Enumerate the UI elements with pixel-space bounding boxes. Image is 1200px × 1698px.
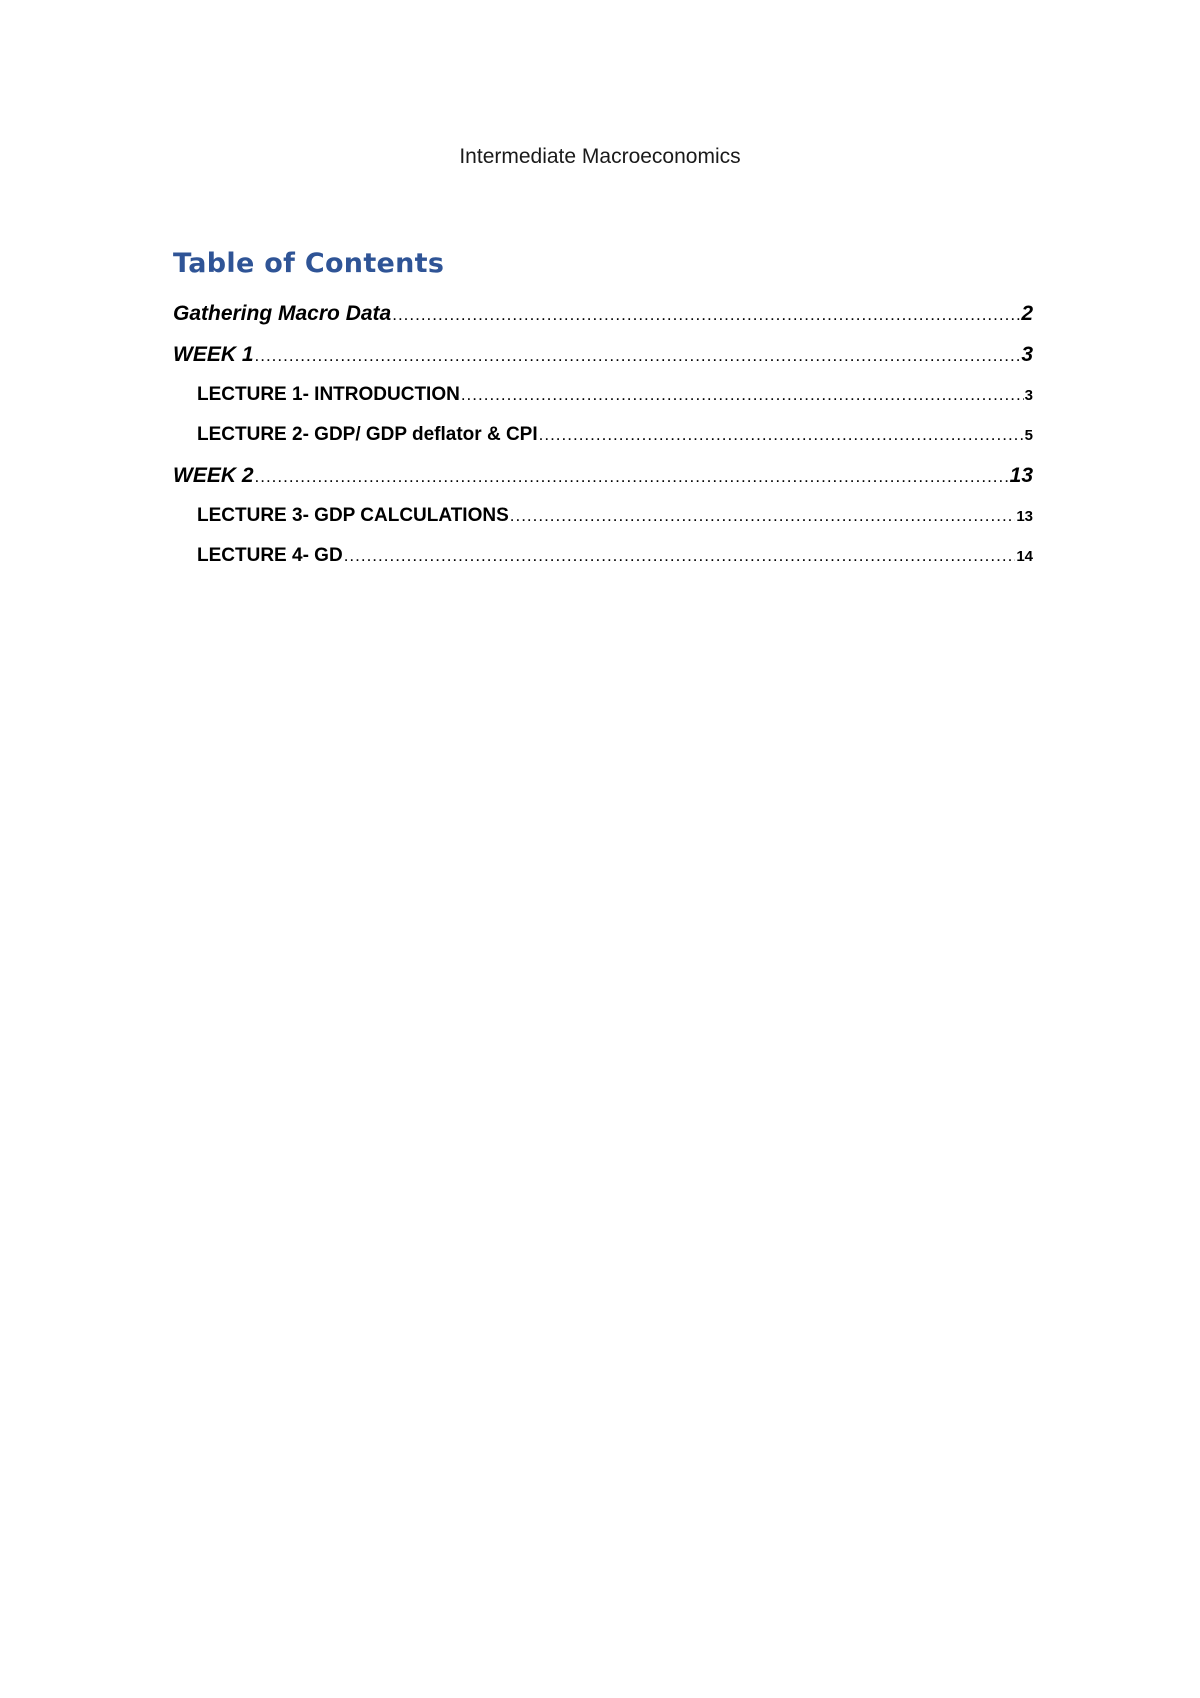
toc-entry-text: Gathering Macro Data bbox=[173, 302, 392, 325]
toc-entry-lecture-3[interactable] bbox=[173, 503, 1033, 543]
toc-title: Table of Contents bbox=[173, 248, 445, 279]
toc-dot-leader bbox=[344, 543, 1016, 569]
toc-entry-lecture-1[interactable] bbox=[173, 382, 1033, 422]
toc-entry-text: WEEK 1 bbox=[173, 343, 254, 366]
toc-entry-text: LECTURE 1- INTRODUCTION bbox=[197, 384, 460, 405]
toc-page-number: 13 bbox=[1016, 508, 1033, 525]
toc-entry-lecture-4[interactable] bbox=[173, 543, 1033, 583]
toc-dot-leader bbox=[539, 422, 1024, 448]
toc-page-number: 3 bbox=[1024, 387, 1033, 404]
toc-entry-text: LECTURE 2- GDP/ GDP deflator & CPI bbox=[197, 424, 538, 445]
toc-entry-lecture-2[interactable] bbox=[173, 422, 1033, 462]
toc-entry-text: LECTURE 3- GDP CALCULATIONS bbox=[197, 505, 509, 526]
toc-entry-gathering-macro-data[interactable] bbox=[173, 300, 1033, 341]
table-of-contents bbox=[173, 300, 1033, 583]
toc-dot-leader bbox=[255, 463, 1009, 491]
toc-dot-leader bbox=[392, 301, 1020, 329]
toc-dot-leader bbox=[461, 382, 1024, 408]
toc-entry-week-1[interactable] bbox=[173, 341, 1033, 382]
toc-entry-text: LECTURE 4- GD bbox=[197, 545, 343, 566]
toc-entry-week-2[interactable] bbox=[173, 462, 1033, 503]
toc-page-number: 3 bbox=[1021, 343, 1033, 366]
page-header: Intermediate Macroeconomics bbox=[459, 145, 741, 168]
toc-page-number: 5 bbox=[1024, 427, 1033, 444]
toc-page-number: 13 bbox=[1009, 464, 1033, 487]
toc-page-number: 2 bbox=[1021, 302, 1033, 325]
toc-dot-leader bbox=[255, 342, 1021, 370]
toc-dot-leader bbox=[510, 503, 1016, 529]
toc-page-number: 14 bbox=[1016, 548, 1033, 565]
toc-entry-text: WEEK 2 bbox=[173, 464, 254, 487]
